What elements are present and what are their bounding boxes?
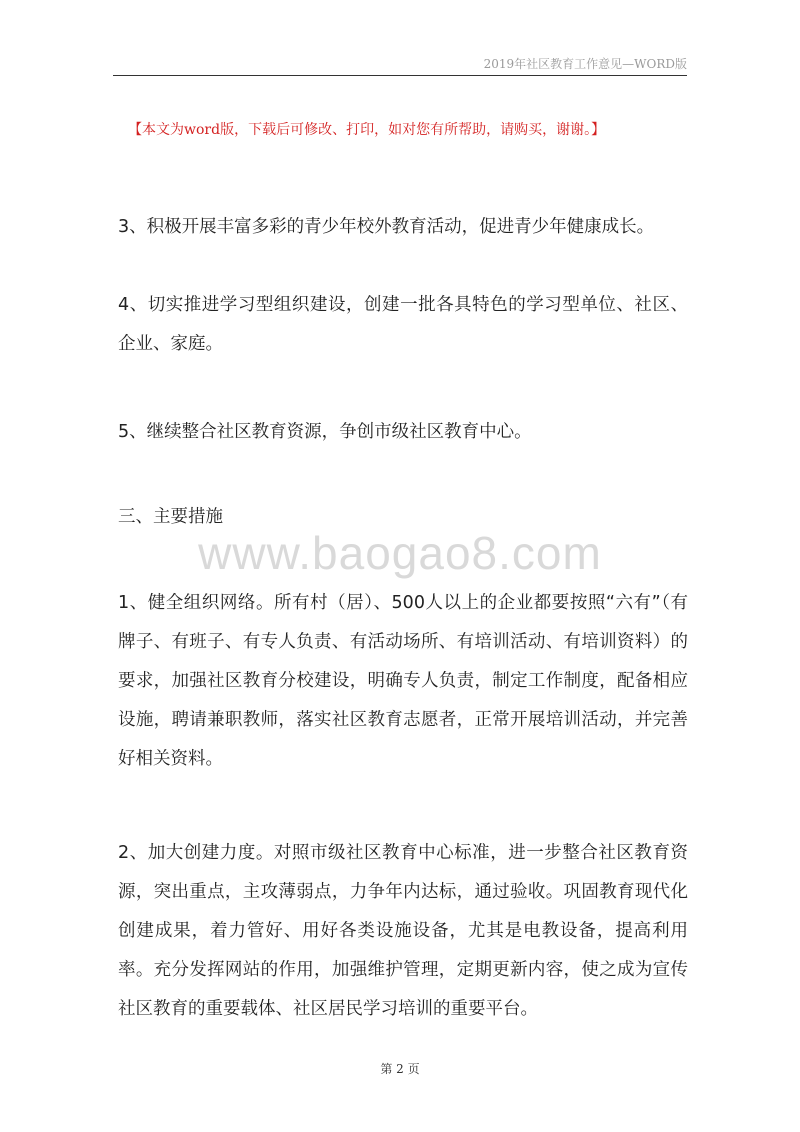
header-title: 2019年社区教育工作意见—WORD版 [483, 57, 687, 71]
word-version-notice: 【本文为word版，下载后可修改、打印，如对您有所帮助，请购买，谢谢。】 [128, 122, 606, 138]
paragraph-item-5: 5、继续整合社区教育资源，争创市级社区教育中心。 [118, 422, 532, 442]
paragraph-item-4: 4、切实推进学习型组织建设，创建一批各具特色的学习型单位、社区、企业、家庭。 [118, 295, 688, 354]
paragraph-measure-2: 2、加大创建力度。对照市级社区教育中心标准，进一步整合社区教育资源，突出重点，主攻薄弱点，力争年内达标，通过验收。巩固教育现代化创建成果，着力管好、用好各类设施设备，尤其是电教设备，提高利用率。充分发挥网站的作用，加强维护管理，定期更新内容，使之成为宣传社区教育的重要载体、社区居民学习培训的重要平台。 [118, 843, 688, 1019]
section-heading-measures: 三、主要措施 [118, 507, 223, 527]
page-number: 第 2 页 [380, 1062, 420, 1076]
site-watermark: www.baogao8.com [198, 527, 602, 579]
paragraph-measure-1: 1、健全组织网络。所有村（居）、500人以上的企业都要按照“六有”（有牌子、有班子、有专人负责、有活动场所、有培训活动、有培训资料）的要求，加强社区教育分校建设，明确专人负责，制定工作制度，配备相应设施，聘请兼职教师，落实社区教育志愿者，正常开展培训活动，并完善好相关资料。 [118, 593, 688, 769]
paragraph-item-3: 3、积极开展丰富多彩的青少年校外教育活动，促进青少年健康成长。 [118, 217, 655, 237]
page-header [113, 53, 687, 76]
